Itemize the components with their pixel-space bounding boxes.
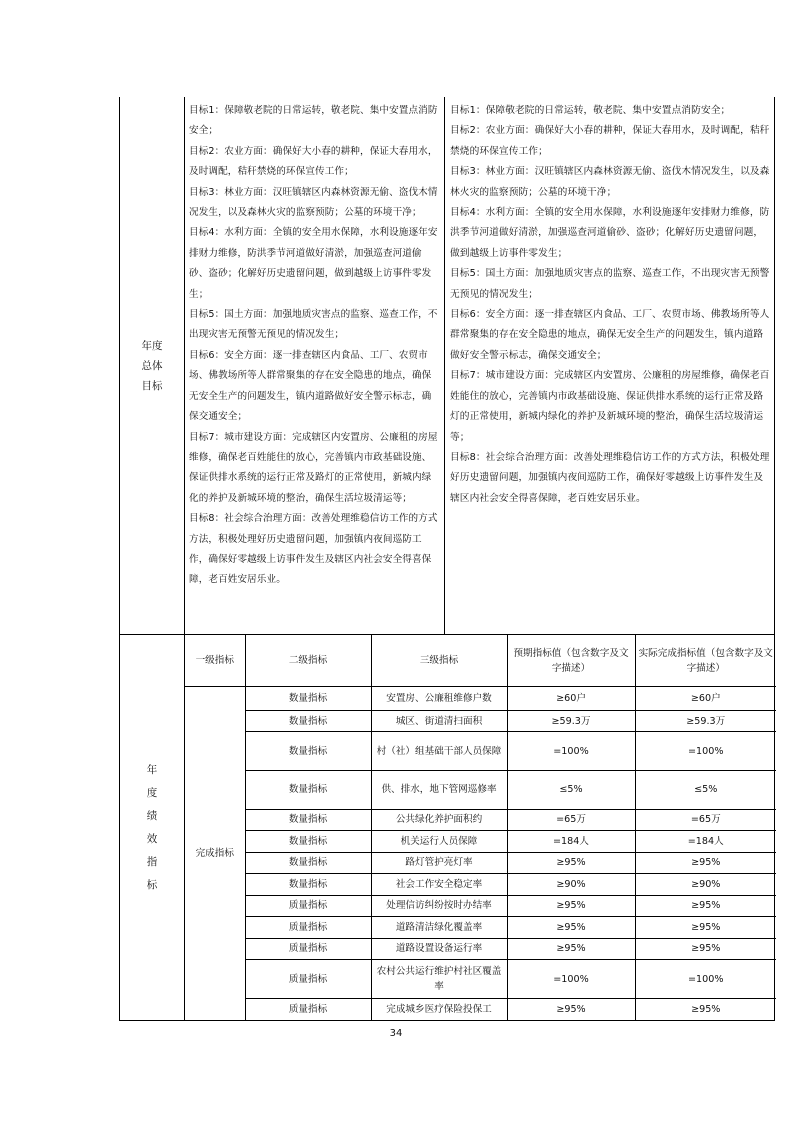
- expected-value-cell: ≥90%: [507, 874, 635, 896]
- level3-cell: 处理信访纠纷按时办结率: [371, 895, 507, 917]
- level3-cell: 道路设置设备运行率: [371, 938, 507, 960]
- right-goal-4: 目标4：水利方面：全镇的安全用水保障，水利设施逐年安排财力维修，防洪季节河道做好清淤，加强巡查河道偷砂、盗砂；化解好历史遗留问题，做到越级上访事件零发生；: [450, 207, 770, 259]
- actual-value-cell: ≤5%: [635, 770, 776, 809]
- level2-cell: 数量指标: [245, 874, 371, 896]
- table-row: [185, 960, 776, 999]
- indicator-header-row: [185, 635, 776, 687]
- level3-cell: 社会工作安全稳定率: [371, 874, 507, 896]
- level2-cell: 数量指标: [245, 831, 371, 853]
- table-row: [185, 687, 776, 711]
- level3-cell: 公共绿化养护面积约: [371, 809, 507, 831]
- expected-value-cell: ≥95%: [507, 852, 635, 874]
- annual-goals-section: [119, 97, 775, 635]
- level2-cell: 数量指标: [245, 770, 371, 809]
- right-goal-8: 目标8：社会综合治理方面：改善处理维稳信访工作的方式方法，积极处理好历史遗留问题，加强镇内夜间巡防工作，确保好零越级上访事件发生及辖区内社会安全得喜保障，老百姓安居乐业。: [450, 451, 770, 504]
- expected-value-cell: ≥60户: [507, 687, 635, 711]
- expected-value-cell: ≤5%: [507, 770, 635, 809]
- actual-value-cell: ≥90%: [635, 874, 776, 896]
- level3-cell: 村（社）组基础干部人员保障: [371, 732, 507, 771]
- right-goal-3: 目标3：林业方面：汉旺镇辖区内森林资源无偷、盗伐木情况发生，以及森林火灾的监察预防；公墓的环境干净；: [450, 166, 770, 198]
- header-actual: 实际完成指标值（包含数字及文字描述）: [635, 635, 776, 687]
- level3-cell: 安置房、公廉租维修户数: [371, 687, 507, 711]
- actual-value-cell: ≥95%: [635, 917, 776, 939]
- performance-label: [120, 635, 185, 1020]
- right-goal-7: 目标7：城市建设方面：完成辖区内安置房、公廉租的房屋维修，确保老百姓能住的放心，完善镇内市政基础设施、保证供排水系统的运行正常及路灯的正常使用，新城内绿化的养护及新城环境的整治，确保生活垃圾清运等；: [450, 370, 770, 443]
- actual-value-cell: ≥60户: [635, 687, 776, 711]
- expected-value-cell: ≥59.3万: [507, 710, 635, 732]
- level2-cell: 质量指标: [245, 917, 371, 939]
- level3-cell: 道路清洁绿化覆盖率: [371, 917, 507, 939]
- actual-value-cell: =100%: [635, 960, 776, 999]
- level3-cell: 城区、街道清扫面积: [371, 710, 507, 732]
- left-goal-4: 目标4：水利方面：全镇的安全用水保障，水利设施逐年安排财力维修，防洪季节河道做好清淤，加强巡查河道偷砂、盗砂；化解好历史遗留问题，做到越级上访事件零发生；: [189, 227, 438, 300]
- table-row: [185, 938, 776, 960]
- level3-cell: 完成城乡医疗保险投保工: [371, 998, 507, 1020]
- left-goal-6: 目标6：安全方面：逐一排查辖区内食品、工厂、农贸市场、佛教场所等人群常聚集的存在安全隐患的地点，确保无安全生产的问题发生，镇内道路做好安全警示标志，确保交通安全；: [189, 349, 432, 423]
- level3-cell: 农村公共运行维护村社区覆盖率: [371, 960, 507, 999]
- header-level1: 一级指标: [185, 635, 245, 687]
- level2-cell: 质量指标: [245, 938, 371, 960]
- level3-cell: 供、排水，地下管网巡修率: [371, 770, 507, 809]
- expected-value-cell: =184人: [507, 831, 635, 853]
- expected-value-cell: ≥95%: [507, 895, 635, 917]
- table-row: [185, 710, 776, 732]
- level3-cell: 机关运行人员保障: [371, 831, 507, 853]
- page-number: 34: [389, 1028, 403, 1039]
- actual-value-cell: =65万: [635, 809, 776, 831]
- left-goal-1: 目标1：保障敬老院的日常运转，敬老院、集中安置点消防安全；: [189, 105, 438, 137]
- left-goal-5: 目标5：国土方面：加强地质灾害点的监察、巡查工作，不出现灾害无预警无预见的情况发生；: [189, 309, 438, 341]
- table-row: [185, 732, 776, 771]
- level2-cell: 质量指标: [245, 998, 371, 1020]
- header-expected: 预期指标值（包含数字及文字描述）: [507, 635, 635, 687]
- expected-value-cell: ≥95%: [507, 998, 635, 1020]
- table-row: [185, 998, 776, 1020]
- level2-cell: 质量指标: [245, 960, 371, 999]
- right-goal-2: 目标2：农业方面：确保好大小春的耕种，保证大春用水，及时调配，秸秆禁烧的环保宣传工作；: [450, 125, 770, 157]
- right-goal-5: 目标5：国土方面：加强地质灾害点的监察、巡查工作，不出现灾害无预警无预见的情况发生；: [450, 268, 770, 300]
- left-goal-8: 目标8：社会综合治理方面：改善处理维稳信访工作的方式方法，积极处理好历史遗留问题，加强镇内夜间巡防工作，确保好零越级上访事件发生及辖区内社会安全得喜保障，老百姓安居乐业。: [189, 513, 438, 586]
- left-goal-2: 目标2：农业方面：确保好大小春的耕种，保证大春用水，及时调配，秸秆禁烧的环保宣传工作；: [189, 145, 438, 178]
- table-row: [185, 852, 776, 874]
- level2-cell: 数量指标: [245, 732, 371, 771]
- expected-value-cell: =100%: [507, 960, 635, 999]
- actual-value-cell: =100%: [635, 732, 776, 771]
- annual-goals-label-text: 年度总体目标: [141, 339, 163, 392]
- table-row: [185, 917, 776, 939]
- level3-cell: 路灯管护亮灯率: [371, 852, 507, 874]
- actual-value-cell: ≥95%: [691, 1003, 721, 1015]
- level2-cell: 数量指标: [245, 809, 371, 831]
- actual-value-cell: =184人: [635, 831, 776, 853]
- level1-indicator-cell: 完成指标: [185, 687, 245, 1020]
- actual-value-cell: ≥95%: [635, 895, 776, 917]
- goals-left-column: [185, 97, 445, 634]
- expected-value-cell: =65万: [507, 809, 635, 831]
- goals-right-column: [445, 97, 774, 634]
- table-row: [185, 809, 776, 831]
- expected-value-cell: =100%: [507, 732, 635, 771]
- performance-label-text: 年度绩效指标: [146, 763, 158, 891]
- table-row: [185, 770, 776, 809]
- level2-cell: 质量指标: [245, 895, 371, 917]
- level2-cell: 数量指标: [245, 710, 371, 732]
- table-row: [185, 895, 776, 917]
- annual-goals-label: [120, 97, 185, 634]
- performance-indicators-section: [119, 635, 775, 1021]
- header-level3: 三级指标: [371, 635, 507, 687]
- expected-value-cell: ≥95%: [507, 938, 635, 960]
- right-goal-1: 目标1：保障敬老院的日常运转，敬老院、集中安置点消防安全；: [450, 105, 731, 116]
- header-level2: 二级指标: [245, 635, 371, 687]
- right-goal-6: 目标6：安全方面：逐一排查辖区内食品、工厂、农贸市场、佛教场所等人群常聚集的存在安全隐患的地点，确保无安全生产的问题发生，镇内道路做好安全警示标志，确保交通安全；: [450, 309, 770, 361]
- actual-value-cell: ≥95%: [635, 938, 776, 960]
- level2-cell: 数量指标: [245, 852, 371, 874]
- table-row: [185, 831, 776, 853]
- expected-value-cell: ≥95%: [507, 917, 635, 939]
- actual-value-cell: ≥95%: [635, 852, 776, 874]
- level2-cell: 数量指标: [245, 687, 371, 711]
- left-goal-7: 目标7：城市建设方面：完成辖区内安置房、公廉租的房屋维修，确保老百姓能住的放心，完善镇内市政基础设施、保证供排水系统的运行正常及路灯的正常使用，新城内绿化的养护及新城环境的整治，确保生活垃圾清运等；: [189, 431, 438, 504]
- table-row: [185, 874, 776, 896]
- indicator-table: [185, 635, 776, 1020]
- left-goal-3: 目标3：林业方面：汉旺镇辖区内森林资源无偷、盗伐木情况发生，以及森林火灾的监察预防；公墓的环境干净；: [189, 186, 438, 219]
- actual-value-cell: ≥59.3万: [635, 710, 776, 732]
